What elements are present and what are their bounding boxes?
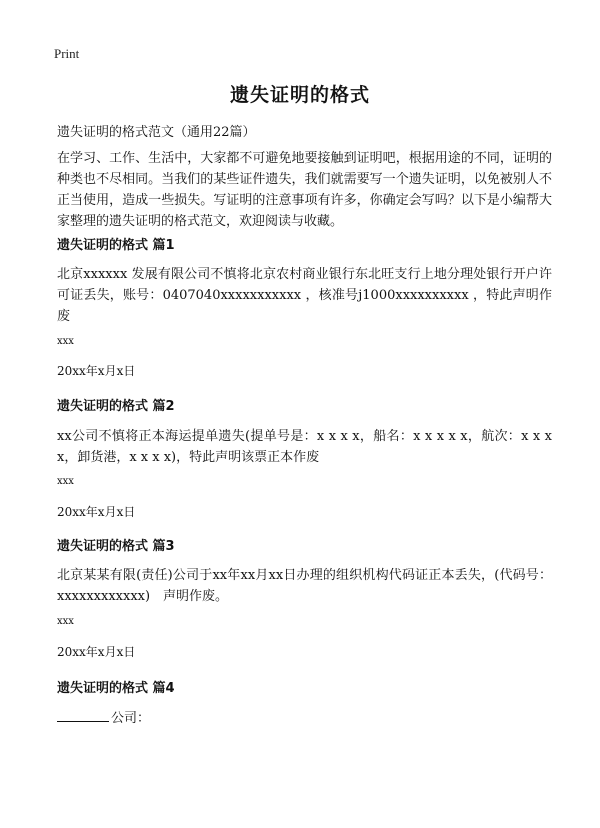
section-2-body: xx公司不慎将正本海运提单遗失(提单号是：x x x x，船名：x x x x x，航次：x x x x，卸货港，x x x x)，特此声明该票正本作废 xyxy=(57,429,552,465)
section-4-body-line xyxy=(57,707,150,726)
section-3-body: 北京某某有限(责任)公司于xx年xx月xx日办理的组织机构代码证正本丢失，(代码号：xxxxxxxxxxxx) 声明作废。 xyxy=(57,568,552,604)
section-4-body: 公司： xyxy=(111,711,151,726)
section-1-body: 北京xxxxxx 发展有限公司不慎将北京农村商业银行东北旺支行上地分理处银行开户许可证丢失，账号：0407040xxxxxxxxxxx ，核准号j1000xxxxxxxxxx ，特此声明作废 xyxy=(57,267,552,324)
intro-paragraph: 在学习、工作、生活中，大家都不可避免地要接触到证明吧，根据用途的不同，证明的种类也不尽相同。当我们的某些证件遗失，我们就需要写一个遗失证明，以免被别人不正当使用，造成一些损失。写证明的注意事项有许多，你确定会写吗？以下是小编帮大家整理的遗失证明的格式范文，欢迎阅读与收藏。 xyxy=(57,151,552,229)
section-2-heading: 遗失证明的格式 篇2 xyxy=(57,399,175,414)
section-2-date: 20xx年x月x日 xyxy=(57,505,136,519)
section-3-date: 20xx年x月x日 xyxy=(57,645,136,659)
section-1-signer: xxx xyxy=(57,336,74,347)
section-1-date: 20xx年x月x日 xyxy=(57,364,136,378)
blank-fill-line xyxy=(57,709,109,722)
section-1-heading: 遗失证明的格式 篇1 xyxy=(57,238,175,253)
section-3-heading: 遗失证明的格式 篇3 xyxy=(57,539,175,554)
print-link[interactable]: Print xyxy=(54,46,80,61)
section-4-heading: 遗失证明的格式 篇4 xyxy=(57,681,175,696)
document-subtitle: 遗失证明的格式范文（通用22篇） xyxy=(57,125,256,140)
section-2-signer: xxx xyxy=(57,476,74,487)
section-3-signer: xxx xyxy=(57,616,74,627)
page-title: 遗失证明的格式 xyxy=(229,84,370,106)
